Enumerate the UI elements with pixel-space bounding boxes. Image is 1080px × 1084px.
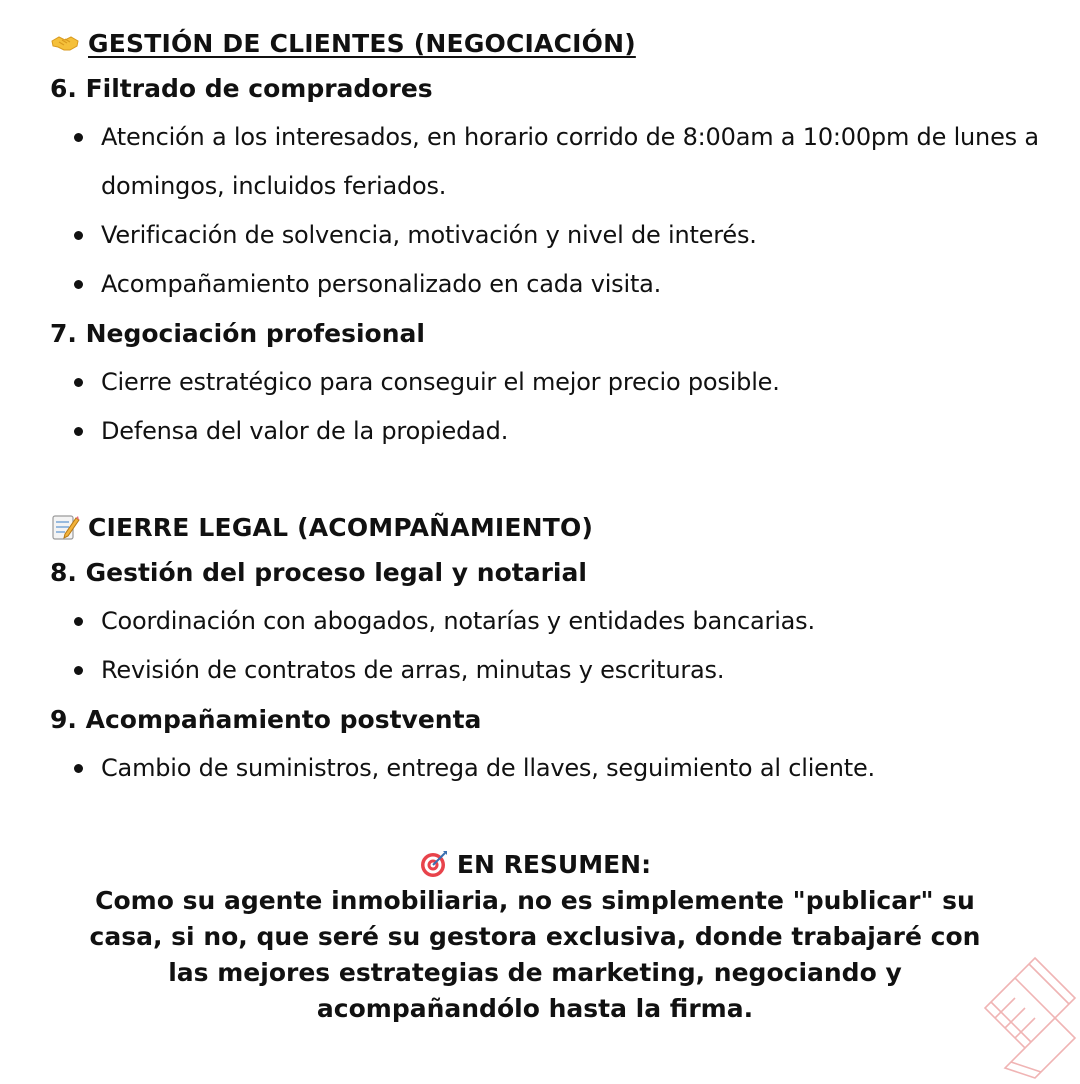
list-item-text: Cambio de suministros, entrega de llaves, seguimiento al cliente.: [101, 754, 875, 782]
bullet-dot: [74, 617, 83, 626]
brand-logo-watermark: [980, 950, 1080, 1080]
bullet-dot: [74, 764, 83, 773]
target-icon: [419, 849, 449, 879]
item-heading: 7. Negociación profesional: [50, 319, 425, 348]
bullet-dot: [74, 133, 83, 142]
memo-icon: [50, 512, 80, 542]
bullet-dot: [74, 427, 83, 436]
bullet-dot: [74, 280, 83, 289]
list-item-text: Defensa del valor de la propiedad.: [101, 417, 509, 445]
summary-label: EN RESUMEN:: [456, 849, 652, 879]
list-item: [50, 744, 1060, 793]
bullet-list: [50, 113, 1060, 309]
section-label: GESTIÓN DE CLIENTES (NEGOCIACIÓN): [88, 28, 636, 58]
bullet-dot: [74, 231, 83, 240]
list-item-text: Coordinación con abogados, notarías y entidades bancarias.: [101, 607, 815, 635]
bullet-dot: [74, 666, 83, 675]
summary-text: Como su agente inmobiliaria, no es simplemente "publicar" su casa, si no, que seré su gestora exclusiva, donde trabajaré con las mejores estrategias de marketing, negociando y acompañandólo hasta la firma.: [89, 886, 981, 1023]
section-label: CIERRE LEGAL (ACOMPAÑAMIENTO): [88, 512, 594, 542]
list-item: [50, 260, 1060, 309]
summary-title: [419, 846, 651, 882]
list-item-text: Revisión de contratos de arras, minutas y escrituras.: [101, 656, 725, 684]
bullet-list: [50, 744, 1060, 793]
section-title-cierre: [50, 506, 1060, 548]
list-item-text: Acompañamiento personalizado en cada visita.: [101, 270, 662, 298]
item-heading: 9. Acompañamiento postventa: [50, 705, 482, 734]
spacer: [50, 456, 1060, 506]
list-item: [50, 646, 1060, 695]
list-item-text: Verificación de solvencia, motivación y nivel de interés.: [101, 221, 757, 249]
bullet-list: [50, 597, 1060, 695]
list-item: [50, 407, 1060, 456]
section-title-clientes: [50, 22, 1060, 64]
list-item: [50, 211, 1060, 260]
bullet-list: [50, 358, 1060, 456]
summary: [40, 846, 1030, 1027]
handshake-icon: [50, 28, 80, 58]
list-item-text: Atención a los interesados, en horario corrido de 8:00am a 10:00pm de lunes a domingos, incluidos feriados.: [101, 123, 1039, 200]
list-item: [50, 358, 1060, 407]
item-heading: 6. Filtrado de compradores: [50, 74, 433, 103]
list-item: [50, 597, 1060, 646]
list-item-text: Cierre estratégico para conseguir el mejor precio posible.: [101, 368, 780, 396]
content: [50, 22, 1060, 793]
list-item: [50, 113, 1060, 211]
bullet-dot: [74, 378, 83, 387]
item-heading: 8. Gestión del proceso legal y notarial: [50, 558, 587, 587]
